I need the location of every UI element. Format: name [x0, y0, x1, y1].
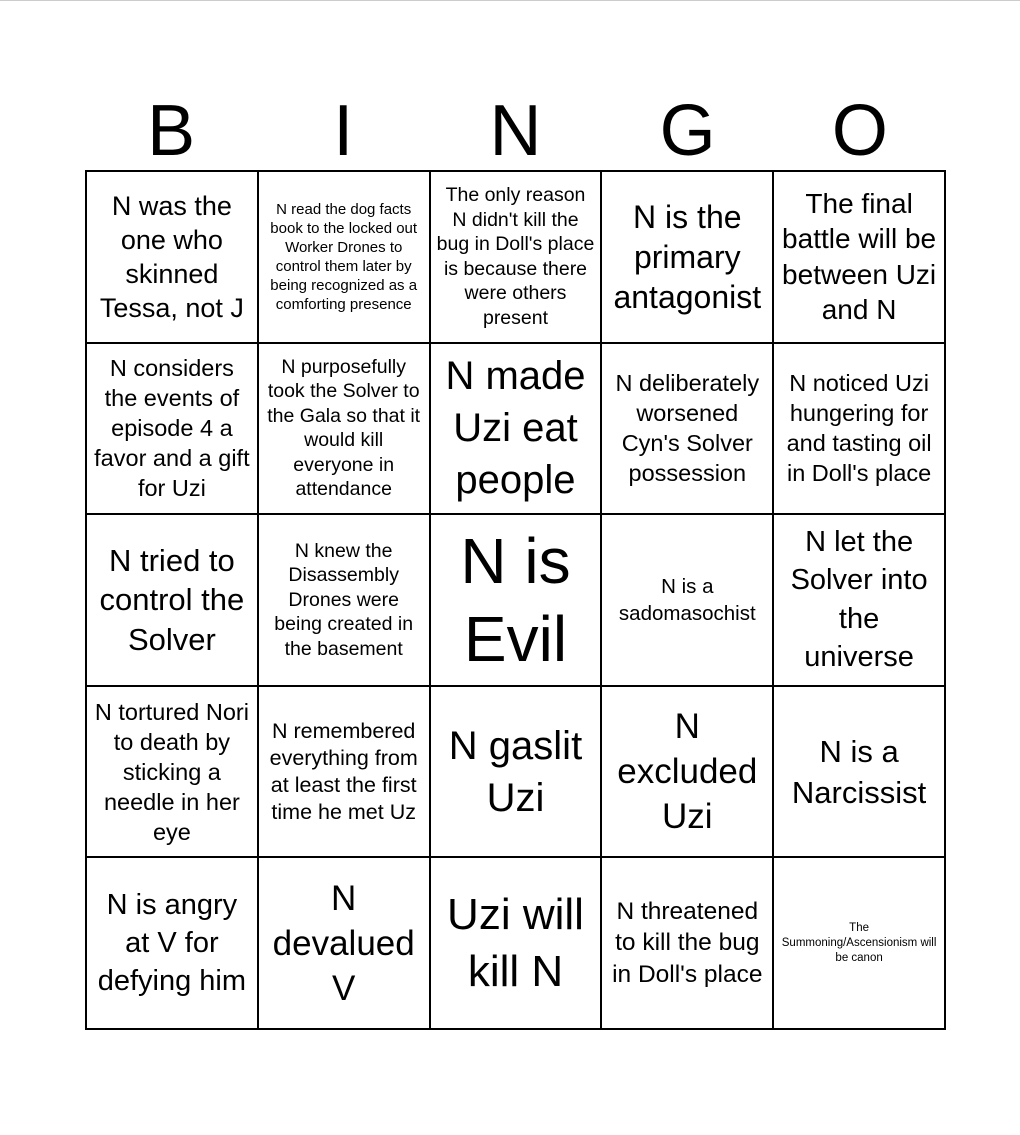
cell-text: N is a Narcissist — [791, 733, 927, 810]
header-letter-o: O — [831, 91, 888, 171]
cell-text: N deliberately worsened Cyn's Solver possession — [615, 370, 760, 487]
cell-text: N is Evil — [460, 524, 571, 675]
cell-text: N noticed Uzi hungering for and tasting oil in Doll's place — [786, 370, 932, 487]
cell-text: N tried to control the Solver — [99, 542, 245, 657]
bingo-cell[interactable] — [774, 344, 946, 516]
bingo-cell[interactable] — [259, 858, 431, 1030]
cell-text: The Summoning/Ascensionism will be canon — [781, 921, 937, 964]
top-divider — [0, 0, 1020, 1]
cell-text: N tortured Nori to death by sticking a needle in her eye — [94, 698, 249, 845]
bingo-cell[interactable] — [602, 858, 774, 1030]
cell-text: N let the Solver into the universe — [790, 525, 928, 674]
bingo-cell[interactable] — [602, 515, 774, 687]
bingo-cell[interactable] — [431, 172, 603, 344]
bingo-cell[interactable] — [259, 687, 431, 859]
bingo-cell[interactable] — [87, 172, 259, 344]
cell-text: N knew the Disassembly Drones were being created in the basement — [274, 539, 414, 660]
bingo-cell[interactable] — [431, 858, 603, 1030]
bingo-cell[interactable] — [774, 515, 946, 687]
cell-text: N considers the events of episode 4 a favor and a gift for Uzi — [94, 355, 250, 502]
bingo-cell[interactable] — [774, 172, 946, 344]
cell-text: Uzi will kill N — [447, 890, 584, 997]
cell-text: N is a sadomasochist — [618, 574, 756, 625]
bingo-cell[interactable] — [602, 344, 774, 516]
cell-text: N excluded Uzi — [617, 707, 758, 837]
bingo-cell[interactable] — [431, 344, 603, 516]
bingo-cell[interactable] — [774, 687, 946, 859]
bingo-cell[interactable] — [87, 344, 259, 516]
header-letter-n: N — [489, 91, 542, 171]
header-letter-g: G — [659, 91, 716, 171]
cell-text: N purposefully took the Solver to the Gala so that it would kill everyone in attendance — [267, 355, 421, 501]
bingo-cell[interactable] — [774, 858, 946, 1030]
cell-text: N threatened to kill the bug in Doll's place — [612, 897, 763, 988]
header-letter-i: I — [333, 91, 354, 171]
cell-text: N was the one who skinned Tessa, not J — [99, 190, 244, 323]
bingo-cell[interactable] — [259, 344, 431, 516]
cell-text: The only reason N didn't kill the bug in Doll's place is because there were others present — [436, 184, 595, 329]
cell-text: N read the dog facts book to the locked out Worker Drones to control them later by being recognized as a comforting presence — [270, 200, 418, 313]
header-letter-b: B — [147, 91, 196, 171]
bingo-cell[interactable] — [87, 515, 259, 687]
bingo-cell[interactable] — [431, 687, 603, 859]
bingo-cell[interactable] — [87, 687, 259, 859]
bingo-cell[interactable] — [259, 172, 431, 344]
cell-text: N gaslit Uzi — [448, 723, 583, 820]
cell-text: N is angry at V for defying him — [97, 889, 247, 998]
bingo-header — [85, 92, 946, 170]
bingo-cell[interactable] — [602, 172, 774, 344]
cell-text: N devalued V — [272, 878, 415, 1008]
cell-text: N made Uzi eat people — [445, 354, 586, 503]
cell-text: N is the primary antagonist — [613, 198, 762, 315]
cell-text: N remembered everything from at least the first time he met Uz — [269, 718, 418, 824]
cell-text: The final battle will be between Uzi and N — [782, 187, 937, 326]
bingo-cell[interactable] — [87, 858, 259, 1030]
bingo-cell[interactable] — [259, 515, 431, 687]
bingo-cell[interactable] — [431, 515, 603, 687]
bingo-card — [85, 170, 946, 1030]
bingo-cell[interactable] — [602, 687, 774, 859]
